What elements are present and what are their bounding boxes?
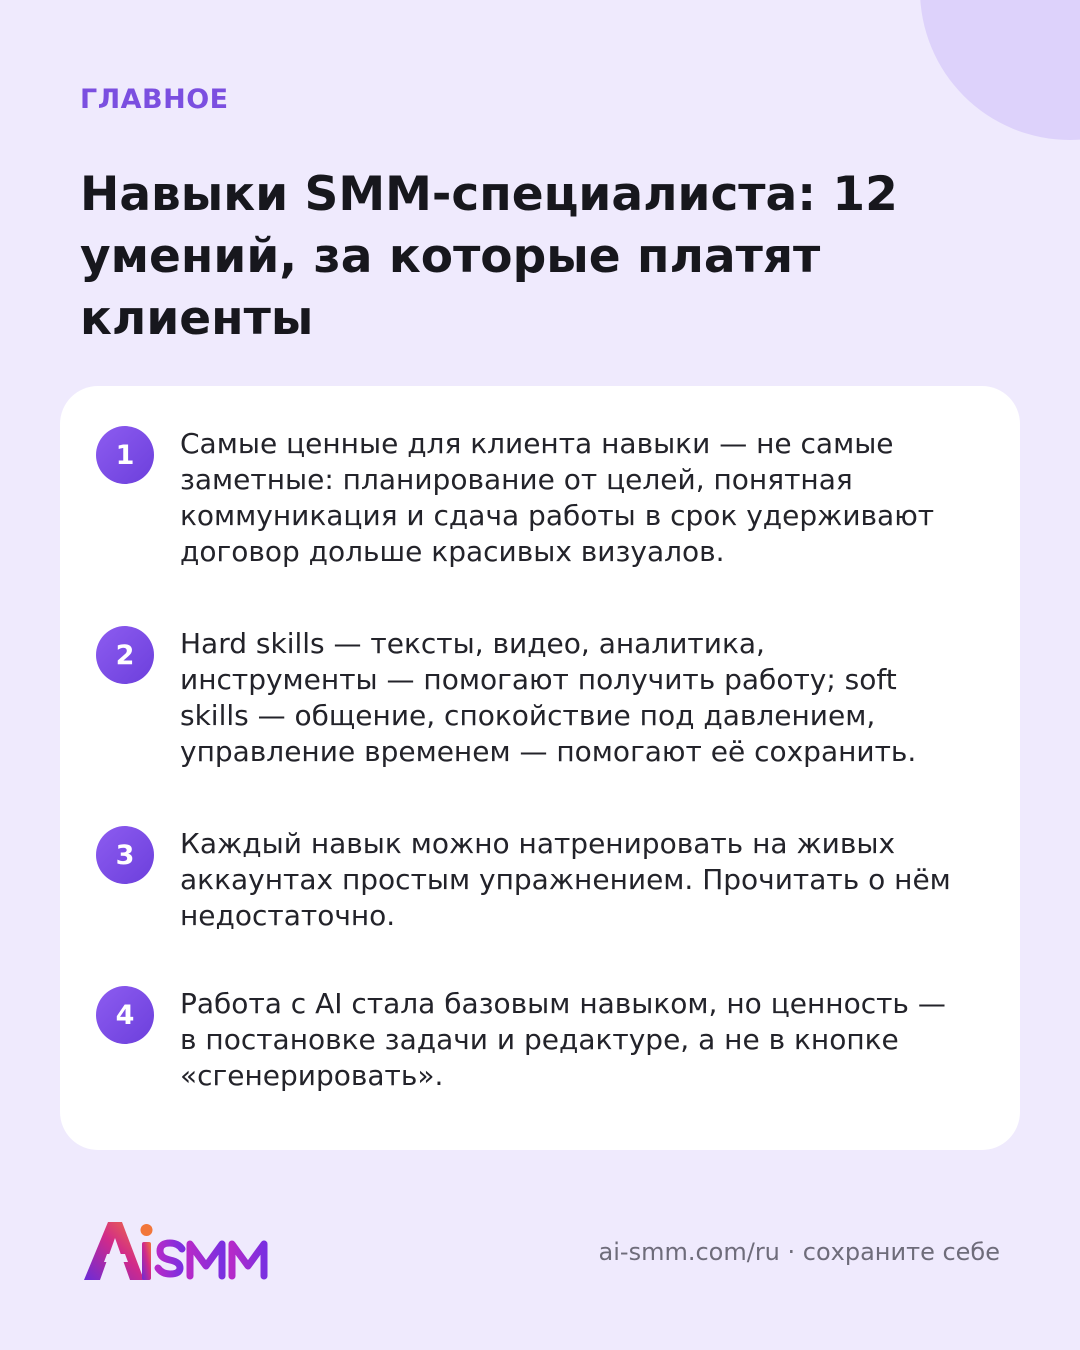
point-number-badge: 4 [96,986,154,1044]
point-number-badge: 3 [96,826,154,884]
point-text: Работа с AI стала базовым навыком, но ценность — в постановке задачи и редактуре, а не в кнопке «сгенерировать». [180,987,946,1092]
point-text: Самые ценные для клиента навыки — не самые заметные: планирование от целей, понятная коммуникация и сдача работы в срок удерживают договор дольше красивых визуалов. [180,427,935,568]
section-label: ГЛАВНОЕ [80,84,229,115]
point-number-badge: 1 [96,426,154,484]
decorative-corner-circle [920,0,1080,140]
page-title: Навыки SMM-специалиста: 12 умений, за которые платят клиенты [80,167,898,346]
point-text: Hard skills — тексты, видео, аналитика, инструменты — помогают получить работу; soft skills — общение, спокойствие под давлением, управление временем — помогают её сохранить. [180,627,917,768]
footer-note: ai-smm.com/ru · сохраните себе [598,1238,1000,1266]
summary-card [60,386,1020,1150]
point-text: Каждый навык можно натренировать на живых аккаунтах простым упражнением. Прочитать о нём недостаточно. [180,827,951,932]
aismm-logo [82,1216,282,1286]
point-number-badge: 2 [96,626,154,684]
